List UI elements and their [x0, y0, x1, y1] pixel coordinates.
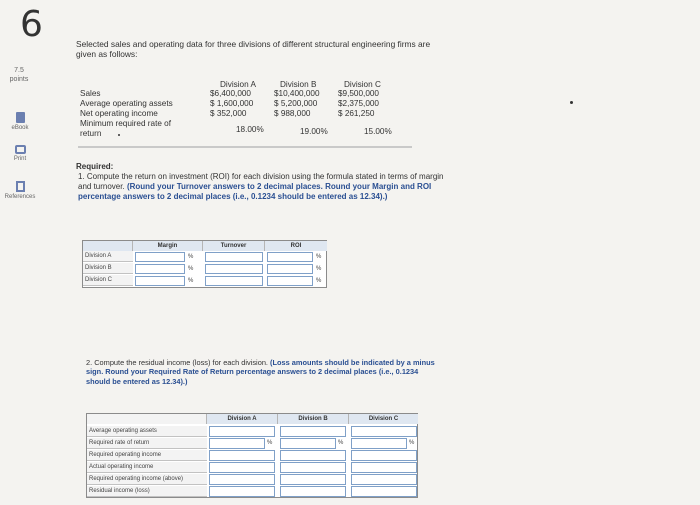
row-label-assets: Average operating assets [80, 99, 173, 108]
assets-a: $ 1,600,000 [210, 99, 254, 108]
ri-row-residual-income: Residual income (loss) [87, 486, 207, 497]
ri-row-required-rate: Required rate of return [87, 438, 207, 449]
roi-header-roi: ROI [265, 241, 327, 251]
points-indicator [6, 66, 32, 84]
roi-margin-a-input[interactable] [135, 252, 185, 262]
sales-a: $6,400,000 [210, 89, 251, 98]
ri-header-division-a: Division A [207, 414, 278, 424]
ri-row-actual-income: Actual operating income [87, 462, 207, 473]
rate-b: 19.00% [300, 127, 328, 136]
division-data-table [78, 80, 412, 148]
ri-actual-a-input[interactable] [209, 462, 275, 473]
part2-section [86, 358, 436, 386]
ri-rate-b-pct: % [338, 440, 344, 446]
roi-a-pct: % [316, 254, 322, 260]
margin-c-pct: % [188, 278, 194, 284]
roi-header-blank [83, 241, 133, 251]
rate-c: 15.00% [364, 127, 392, 136]
assets-c: $2,375,000 [338, 99, 379, 108]
ri-assets-a-input[interactable] [209, 426, 275, 437]
printer-icon [15, 145, 26, 154]
ri-header-blank [87, 414, 207, 424]
part2-prompt: 2. Compute the residual income (loss) for each division. [86, 358, 268, 367]
row-label-min-rate: Minimum required rate of return [80, 119, 172, 138]
required-title: Required: [76, 162, 114, 171]
roi-turnover-c-input[interactable] [205, 276, 263, 286]
roi-header-margin: Margin [133, 241, 203, 251]
ri-assets-b-input[interactable] [280, 426, 346, 437]
roi-turnover-a-input[interactable] [205, 252, 263, 262]
row-label-noi: Net operating income [80, 109, 158, 118]
ri-actual-b-input[interactable] [280, 462, 346, 473]
sidebar-ebook-label: eBook [11, 125, 29, 131]
ri-residual-c-input[interactable] [351, 486, 417, 497]
roi-roi-a-input[interactable] [267, 252, 313, 262]
required-item1-instructions: (Round your Turnover answers to 2 decimal places. Round your Margin and ROI percentage answers to 2 decimal places (i.e., 0.1234 should be entered as 12.34).) [78, 182, 432, 201]
noi-a: $ 352,000 [210, 109, 247, 118]
sidebar-ebook[interactable] [4, 112, 36, 131]
ri-rate-a-pct: % [267, 440, 273, 446]
roi-margin-c-input[interactable] [135, 276, 185, 286]
ri-header-division-b: Division B [278, 414, 349, 424]
stray-dot [570, 101, 573, 104]
ri-rate-b-input[interactable] [280, 438, 336, 449]
roi-table [82, 240, 327, 288]
question-number: 6 [20, 4, 43, 45]
sidebar-references[interactable] [4, 181, 36, 200]
ri-req-above-c-input[interactable] [351, 474, 417, 485]
ri-row-required-income-above: Required operating income (above) [87, 474, 207, 485]
header-division-b: Division B [280, 80, 317, 89]
roi-margin-b-input[interactable] [135, 264, 185, 274]
sidebar-print[interactable] [4, 145, 36, 162]
margin-b-pct: % [188, 266, 194, 272]
part2-instructions: (Loss amounts should be indicated by a minus sign. Round your Required Rate of Return percentage answers to 2 decimal places (i.e., 0.1234 should be entered as 12.34).) [86, 358, 435, 386]
noi-b: $ 988,000 [274, 109, 311, 118]
ri-residual-a-input[interactable] [209, 486, 275, 497]
references-icon [16, 181, 25, 192]
required-section [76, 162, 446, 202]
residual-income-table [86, 413, 418, 498]
sales-b: $10,400,000 [274, 89, 320, 98]
sidebar-references-label: References [4, 194, 36, 200]
ri-req-above-b-input[interactable] [280, 474, 346, 485]
ri-actual-c-input[interactable] [351, 462, 417, 473]
ri-req-income-b-input[interactable] [280, 450, 346, 461]
rate-a: 18.00% [236, 125, 264, 134]
stray-dot-small [118, 134, 120, 136]
ri-rate-c-pct: % [409, 440, 415, 446]
roi-row-division-a: Division A [83, 251, 133, 262]
ri-req-income-a-input[interactable] [209, 450, 275, 461]
roi-roi-b-input[interactable] [267, 264, 313, 274]
ri-residual-b-input[interactable] [280, 486, 346, 497]
ri-rate-a-input[interactable] [209, 438, 265, 449]
ri-assets-c-input[interactable] [351, 426, 417, 437]
roi-b-pct: % [316, 266, 322, 272]
ri-row-required-income: Required operating income [87, 450, 207, 461]
roi-row-division-c: Division C [83, 275, 133, 286]
sidebar-print-label: Print [13, 156, 27, 162]
sales-c: $9,500,000 [338, 89, 379, 98]
points-value: 7.5 [14, 67, 24, 74]
points-label: points [9, 76, 29, 83]
ri-rate-c-input[interactable] [351, 438, 407, 449]
header-division-a: Division A [220, 80, 256, 89]
roi-header-turnover: Turnover [203, 241, 265, 251]
ri-req-above-a-input[interactable] [209, 474, 275, 485]
header-division-c: Division C [344, 80, 381, 89]
roi-roi-c-input[interactable] [267, 276, 313, 286]
required-item1: 1. Compute the return on investment (ROI) for each division using the formula stated in terms of margin and turnover. [78, 172, 444, 191]
assets-b: $ 5,200,000 [274, 99, 318, 108]
roi-c-pct: % [316, 278, 322, 284]
question-intro: Selected sales and operating data for three divisions of different structural engineering firms are given as follows: [76, 39, 431, 59]
ri-header-division-c: Division C [349, 414, 418, 424]
noi-c: $ 261,250 [338, 109, 375, 118]
roi-turnover-b-input[interactable] [205, 264, 263, 274]
margin-a-pct: % [188, 254, 194, 260]
ri-req-income-c-input[interactable] [351, 450, 417, 461]
book-icon [16, 112, 25, 123]
ri-row-avg-assets: Average operating assets [87, 426, 207, 437]
roi-row-division-b: Division B [83, 263, 133, 274]
row-label-sales: Sales [80, 89, 101, 98]
